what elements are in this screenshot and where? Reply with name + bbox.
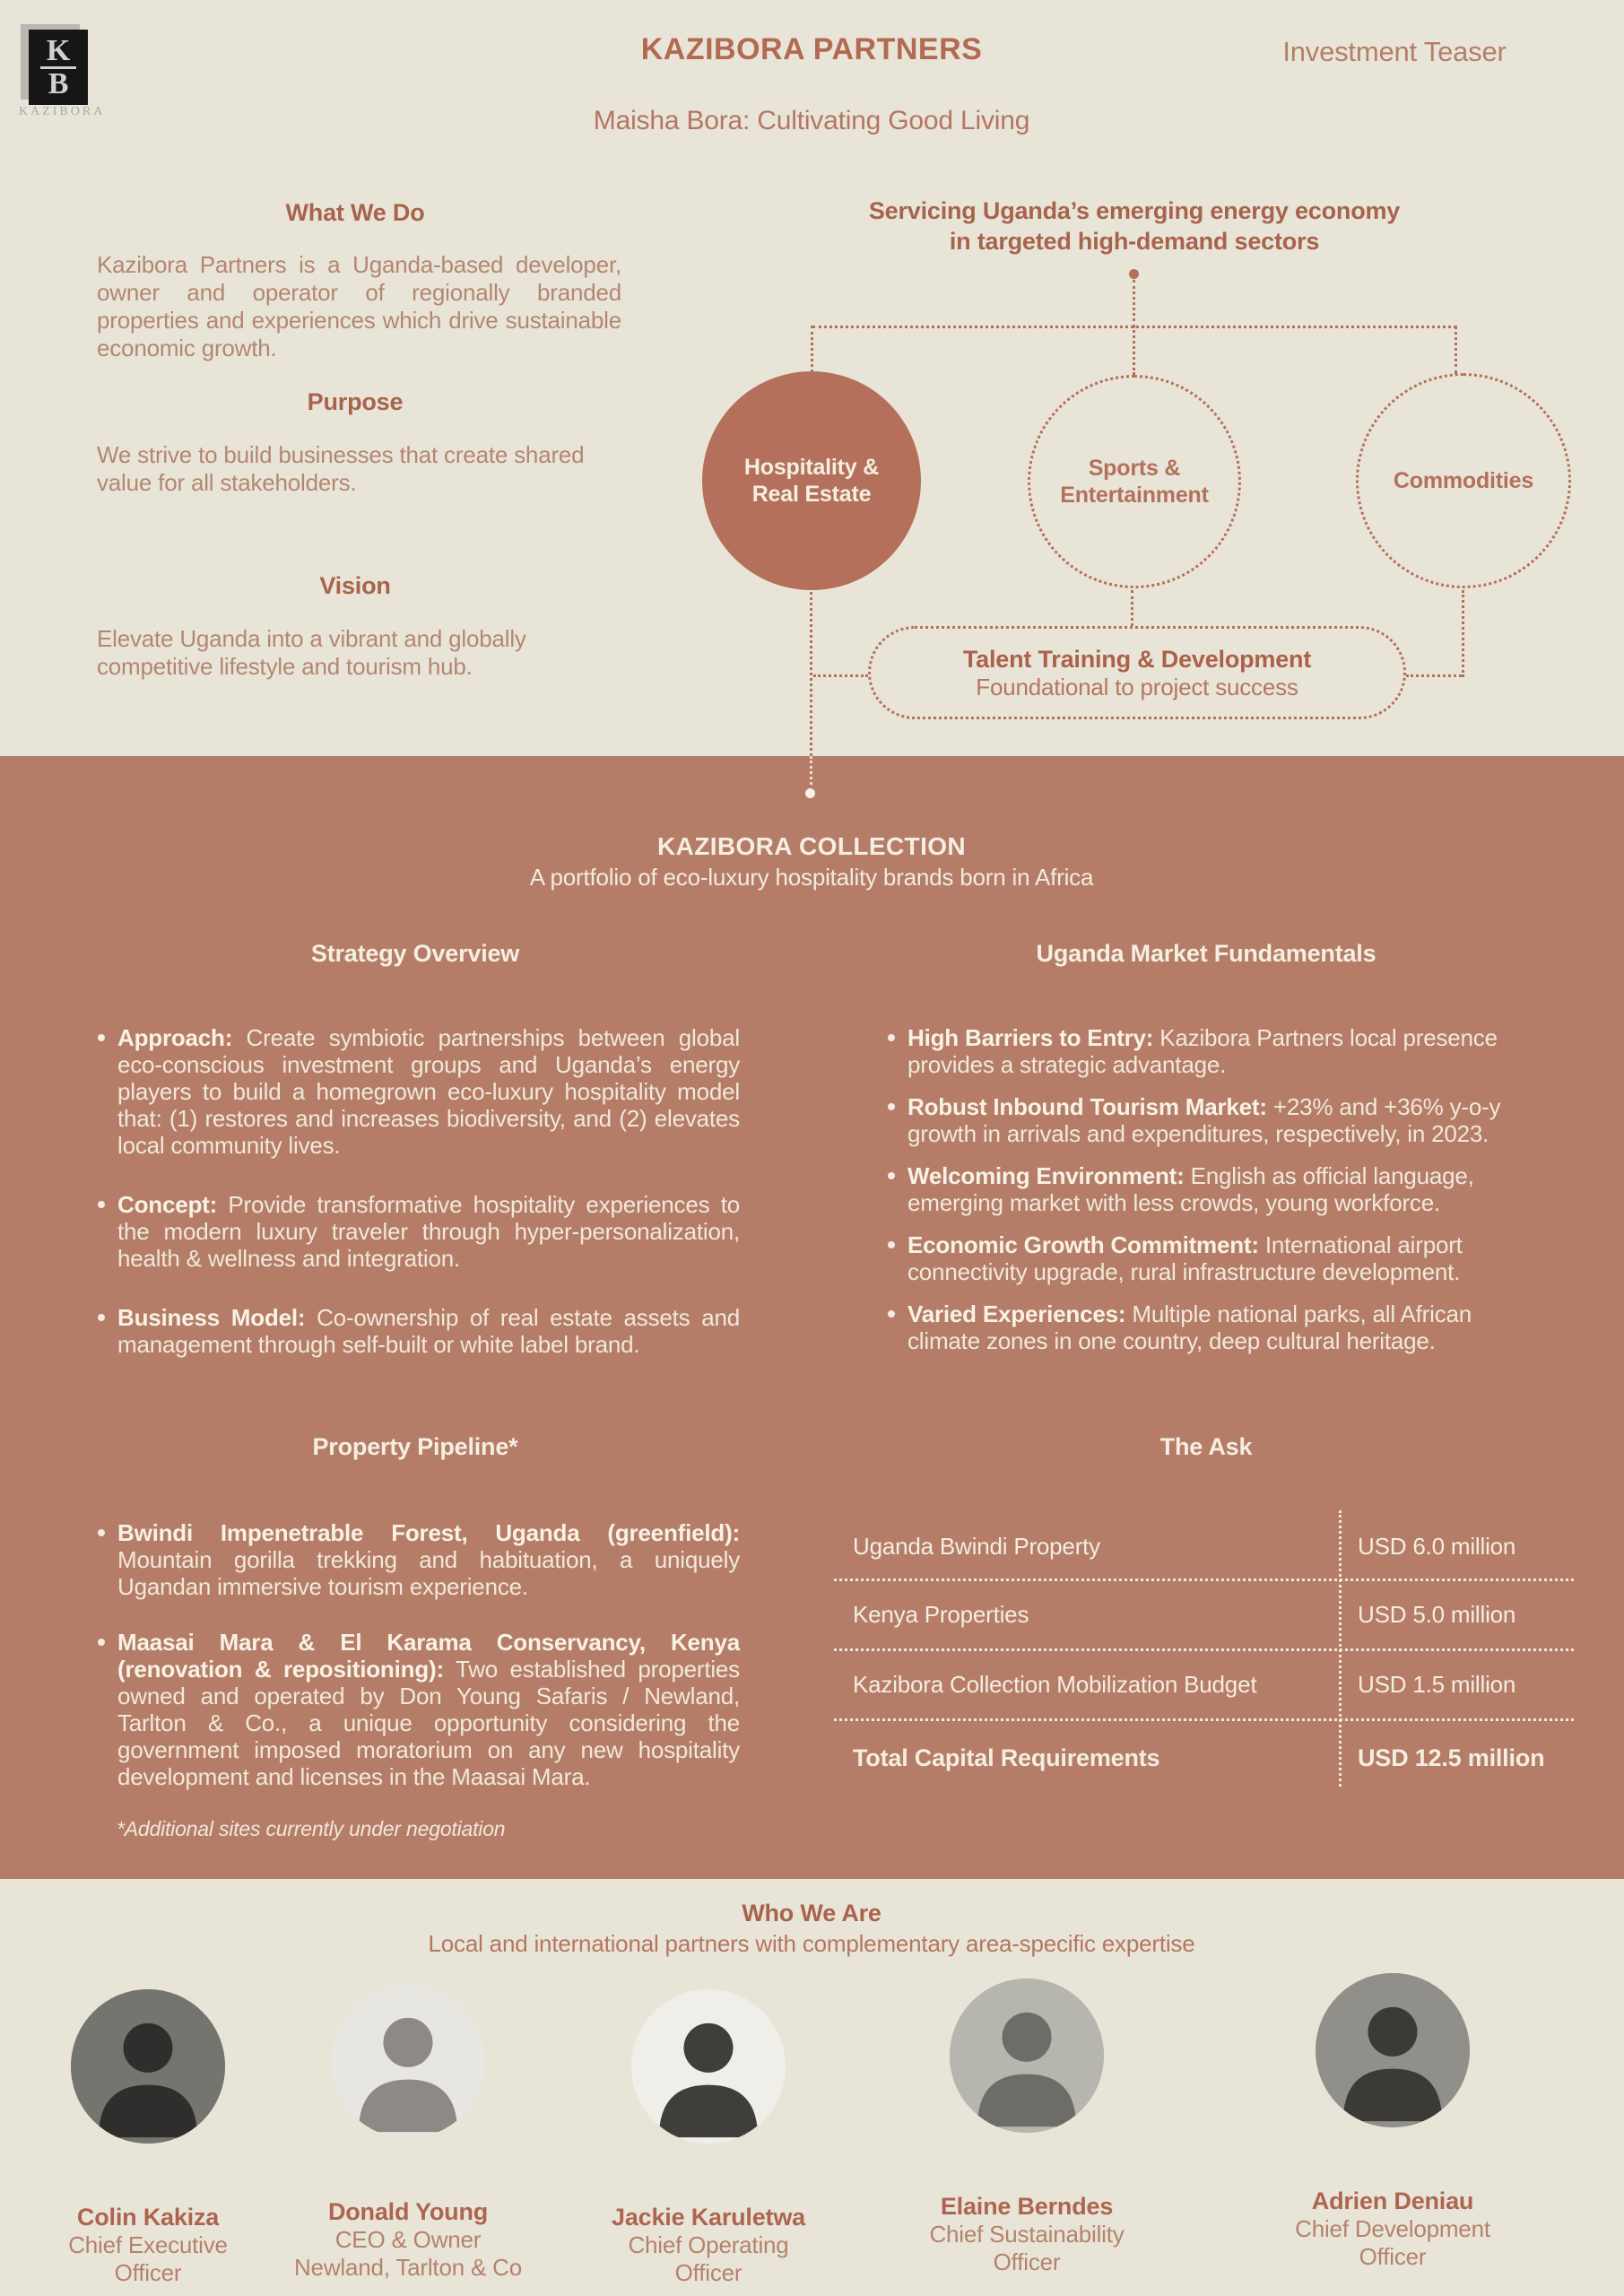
bullet-text: Co-ownership of real estate assets and management through self-built or white label brand.	[117, 1304, 741, 1358]
vision-heading: Vision	[319, 572, 391, 599]
bullet-label: Welcoming Environment:	[908, 1162, 1185, 1189]
person-icon	[1316, 1973, 1470, 2127]
overview-section	[0, 0, 1624, 756]
person-icon	[950, 1979, 1104, 2133]
bullet-text: Two established properties owned and operated by Don Young Safaris / Newland, Tarlton & Co., a unique opportunity considering the government imposed moratorium on any new hospitality development and licenses in the Maasai Mara.	[117, 1656, 740, 1790]
sectors-heading-line2: in targeted high-demand sectors	[949, 228, 1320, 255]
team-member	[274, 1984, 543, 2282]
sectors-heading-line1: Servicing Uganda’s emerging energy economy	[868, 197, 1401, 224]
team-member	[574, 1989, 843, 2287]
ask-total-amount: USD 12.5 million	[1358, 1744, 1545, 1771]
list-item	[92, 1304, 740, 1358]
ask-amount: USD 5.0 million	[1358, 1601, 1516, 1628]
bullet-label: Approach:	[117, 1024, 233, 1051]
market-heading: Uganda Market Fundamentals	[1036, 940, 1376, 967]
collection-subtitle: A portfolio of eco-luxury hospitality brands born in Africa	[529, 864, 1094, 891]
bullet-text: Kazibora Partners local presence provides a strategic advantage.	[908, 1024, 1498, 1078]
connector-dot-top	[1129, 269, 1139, 279]
ask-item: Kenya Properties	[853, 1601, 1029, 1628]
bullet-label: Business Model:	[117, 1304, 306, 1331]
member-name: Donald Young	[327, 2198, 489, 2225]
team-member	[892, 1979, 1161, 2276]
member-name: Jackie Karuletwa	[612, 2204, 805, 2231]
member-name: Adrien Deniau	[1311, 2187, 1474, 2214]
sector-circle-commodities	[1356, 373, 1571, 588]
ask-heading: The Ask	[1159, 1433, 1253, 1460]
hospitality-label-line1: Hospitality &	[743, 455, 880, 480]
logo-monogram	[29, 30, 88, 105]
who-we-are-heading: Who We Are	[742, 1900, 881, 1926]
member-name: Elaine Berndes	[940, 2193, 1114, 2220]
talent-box-title: Talent Training & Development	[962, 646, 1312, 673]
connector-line	[1131, 590, 1133, 626]
member-role-line2: Officer	[993, 2248, 1061, 2275]
member-role-line1: Chief Operating	[628, 2231, 789, 2258]
table-row	[834, 1651, 1574, 1718]
purpose-text: We strive to build businesses that create shared value for all stakeholders.	[97, 441, 585, 496]
member-role-line1: Chief Development	[1295, 2215, 1490, 2242]
member-role-line1: CEO & Owner	[334, 2226, 482, 2253]
page-title: KAZIBORA PARTNERS	[640, 32, 983, 66]
ask-table	[834, 1514, 1574, 1795]
member-role-line1: Chief Executive	[68, 2231, 228, 2258]
member-role-line2: Newland, Tarlton & Co	[293, 2254, 522, 2281]
logo-letter-b: B	[48, 66, 69, 100]
sports-label-line2: Entertainment	[1060, 483, 1209, 508]
ask-amount: USD 6.0 million	[1358, 1532, 1516, 1560]
collection-title: KAZIBORA COLLECTION	[656, 832, 967, 860]
person-icon	[71, 1989, 225, 2144]
connector-line	[813, 674, 868, 677]
strategy-bullet-list	[92, 1024, 740, 1390]
list-item	[92, 1629, 740, 1790]
pipeline-bullet-list	[92, 1519, 740, 1819]
bullet-text: Create symbiotic partnerships between global eco-conscious investment groups and Uganda’s energy players to build a homegrown eco-luxury hospitality model that: (1) restores and increases biodiversity, and (2) elevates local community lives.	[117, 1024, 740, 1159]
ask-item: Kazibora Collection Mobilization Budget	[853, 1671, 1257, 1698]
portrait-photo	[1316, 1973, 1470, 2127]
document-type-label: Investment Teaser	[1282, 36, 1507, 67]
connector-line	[810, 756, 812, 785]
member-name: Colin Kakiza	[76, 2204, 220, 2231]
connector-line	[810, 592, 812, 756]
person-icon	[331, 1984, 485, 2138]
what-we-do-text: Kazibora Partners is a Uganda-based developer, owner and operator of regionally branded properties and experiences which drive sustainable economic growth.	[97, 251, 621, 361]
list-item	[882, 1093, 1530, 1147]
bullet-label: Bwindi Impenetrable Forest, Uganda (greenfield):	[117, 1519, 740, 1546]
table-row	[834, 1514, 1574, 1578]
list-item	[882, 1024, 1530, 1078]
connector-line	[811, 326, 813, 372]
connector-line	[1133, 280, 1135, 327]
member-role-line1: Chief Sustainability	[929, 2221, 1125, 2248]
bullet-text: Mountain gorilla trekking and habituation, a uniquely Ugandan immersive tourism experience.	[117, 1546, 740, 1600]
sports-label-line1: Sports &	[1088, 456, 1181, 481]
bullet-text: +23% and +36% y-o-y growth in arrivals and expenditures, respectively, in 2023.	[908, 1093, 1501, 1147]
connector-line	[1406, 674, 1462, 677]
sector-circle-hospitality	[702, 371, 921, 590]
bullet-label: Economic Growth Commitment:	[908, 1231, 1259, 1258]
talent-box-subtitle: Foundational to project success	[976, 674, 1298, 700]
pipeline-footnote: *Additional sites currently under negotiation	[117, 1817, 506, 1840]
who-we-are-subtitle: Local and international partners with complementary area-specific expertise	[428, 1930, 1195, 1957]
bullet-text: Provide transformative hospitality experiences to the modern luxury traveler through hyper-personalization, health & wellness and integration.	[117, 1191, 740, 1272]
connector-dot-bottom	[805, 788, 815, 798]
member-role-line2: Officer	[114, 2259, 182, 2286]
what-we-do-heading: What We Do	[285, 199, 425, 226]
vision-text: Elevate Uganda into a vibrant and globally competitive lifestyle and tourism hub.	[97, 625, 526, 680]
table-total-row	[834, 1721, 1574, 1795]
list-item	[882, 1300, 1530, 1354]
connector-line	[1455, 326, 1457, 374]
portrait-photo	[331, 1984, 485, 2138]
connector-line	[1133, 326, 1135, 375]
list-item	[92, 1519, 740, 1600]
sector-circle-sports	[1028, 375, 1241, 588]
strategy-heading: Strategy Overview	[310, 940, 520, 967]
bullet-label: Concept:	[117, 1191, 218, 1218]
table-row	[834, 1581, 1574, 1648]
hospitality-label-line2: Real Estate	[751, 482, 872, 507]
member-role-line2: Officer	[1359, 2243, 1427, 2270]
portrait-photo	[71, 1989, 225, 2144]
commodities-label: Commodities	[1393, 468, 1534, 493]
kazibora-logo	[21, 24, 110, 121]
person-icon	[631, 1989, 786, 2144]
bullet-text: International airport connectivity upgrade, rural infrastructure development.	[908, 1231, 1463, 1285]
purpose-heading: Purpose	[307, 388, 404, 415]
bullet-text: Multiple national parks, all African climate zones in one country, deep cultural heritage.	[908, 1300, 1472, 1354]
bullet-label: High Barriers to Entry:	[908, 1024, 1154, 1051]
tagline: Maisha Bora: Cultivating Good Living	[593, 106, 1030, 135]
ask-amount: USD 1.5 million	[1358, 1671, 1516, 1698]
ask-total-item: Total Capital Requirements	[853, 1744, 1160, 1771]
market-bullet-list	[882, 1024, 1530, 1370]
connector-line	[1462, 590, 1464, 677]
bullet-text: English as official language, emerging market with less crowds, young workforce.	[908, 1162, 1474, 1216]
team-member	[13, 1989, 282, 2287]
pipeline-heading: Property Pipeline*	[312, 1433, 518, 1460]
list-item	[92, 1024, 740, 1159]
portrait-photo	[631, 1989, 786, 2144]
bullet-label: Varied Experiences:	[908, 1300, 1126, 1327]
ask-item: Uganda Bwindi Property	[853, 1532, 1100, 1560]
sectors-heading	[776, 196, 1493, 257]
list-item	[882, 1162, 1530, 1216]
table-column-divider	[1339, 1510, 1342, 1787]
talent-training-box	[868, 626, 1406, 719]
bullet-label: Robust Inbound Tourism Market:	[908, 1093, 1267, 1120]
portrait-photo	[950, 1979, 1104, 2133]
list-item	[92, 1191, 740, 1272]
logo-wordmark: KAZIBORA	[19, 105, 106, 118]
team-member	[1258, 1973, 1527, 2271]
logo-letter-k: K	[46, 33, 71, 67]
list-item	[882, 1231, 1530, 1285]
bullet-label: Maasai Mara & El Karama Conservancy, Kenya (renovation & repositioning):	[117, 1629, 740, 1683]
member-role-line2: Officer	[674, 2259, 743, 2286]
